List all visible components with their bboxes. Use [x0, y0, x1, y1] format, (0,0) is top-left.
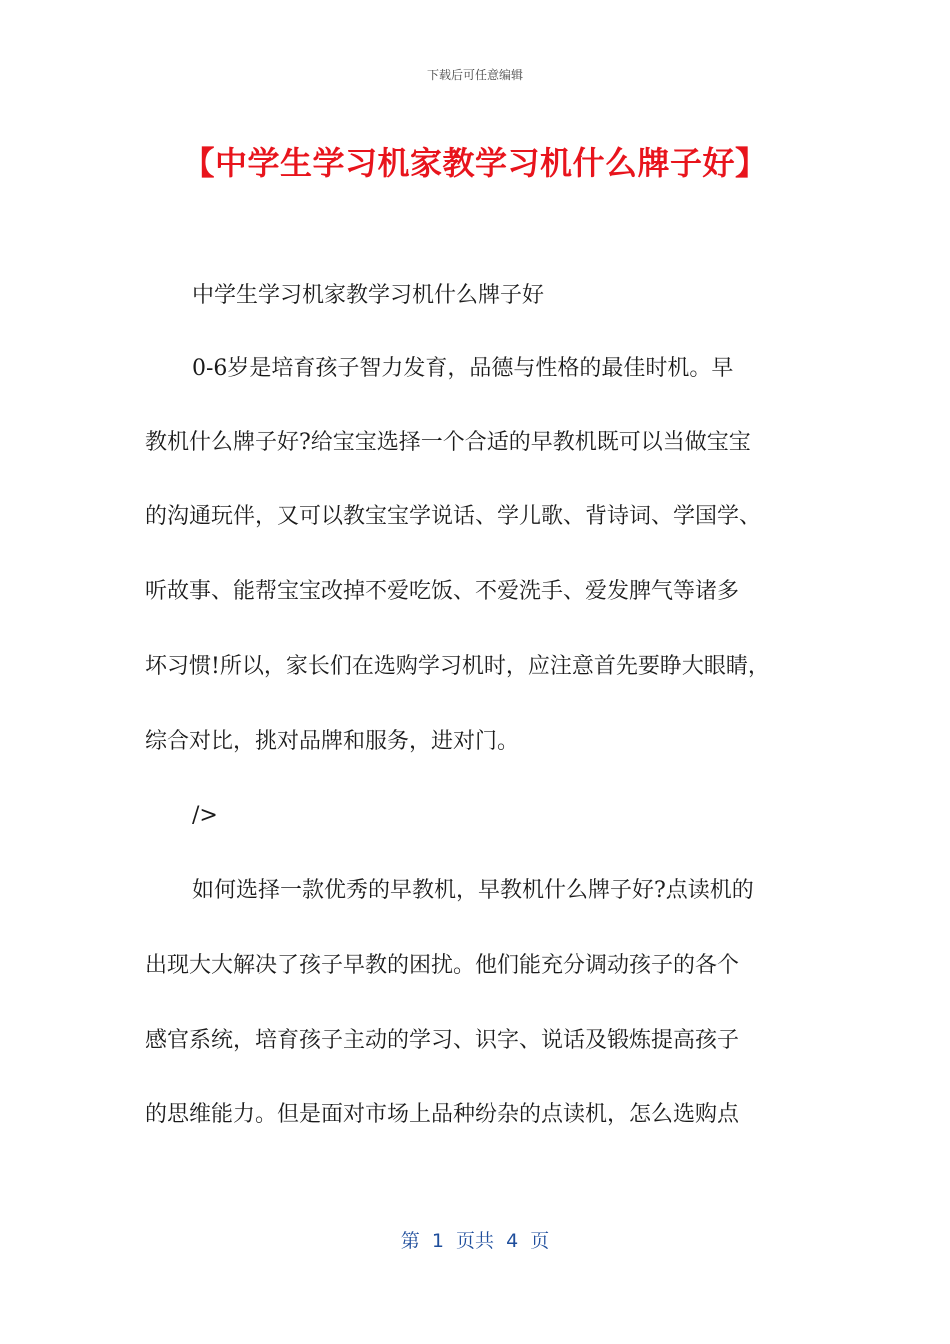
- paragraph-line: 坏习惯!所以，家长们在选购学习机时，应注意首先要睁大眼睛，: [145, 654, 770, 679]
- paragraph-line: 0-6岁是培育孩子智力发育，品德与性格的最佳时机。早: [192, 356, 734, 381]
- paragraph-line: 中学生学习机家教学习机什么牌子好: [192, 283, 545, 308]
- paragraph-line: 听故事、能帮宝宝改掉不爱吃饭、不爱洗手、爱发脾气等诸多: [145, 579, 740, 604]
- paragraph-line: 综合对比，挑对品牌和服务，进对门。: [145, 729, 520, 754]
- paragraph-line: 出现大大解决了孩子早教的困扰。他们能充分调动孩子的各个: [145, 953, 740, 978]
- header-note: 下载后可任意编辑: [426, 68, 523, 82]
- paragraph-line: 如何选择一款优秀的早教机，早教机什么牌子好?点读机的: [192, 878, 754, 903]
- paragraph-line: 感官系统，培育孩子主动的学习、识字、说话及锻炼提高孩子: [145, 1028, 740, 1053]
- paragraph-line: 教机什么牌子好?给宝宝选择一个合适的早教机既可以当做宝宝: [145, 430, 751, 455]
- paragraph-line: 的沟通玩伴，又可以教宝宝学说话、学儿歌、背诗词、学国学、: [145, 504, 762, 529]
- paragraph-line: />: [192, 803, 218, 828]
- page-footer: 第 1 页共 4 页: [400, 1230, 550, 1252]
- document-title: 【中学生学习机家教学习机什么牌子好】: [182, 144, 768, 182]
- paragraph-line: 的思维能力。但是面对市场上品种纷杂的点读机，怎么选购点: [145, 1102, 740, 1127]
